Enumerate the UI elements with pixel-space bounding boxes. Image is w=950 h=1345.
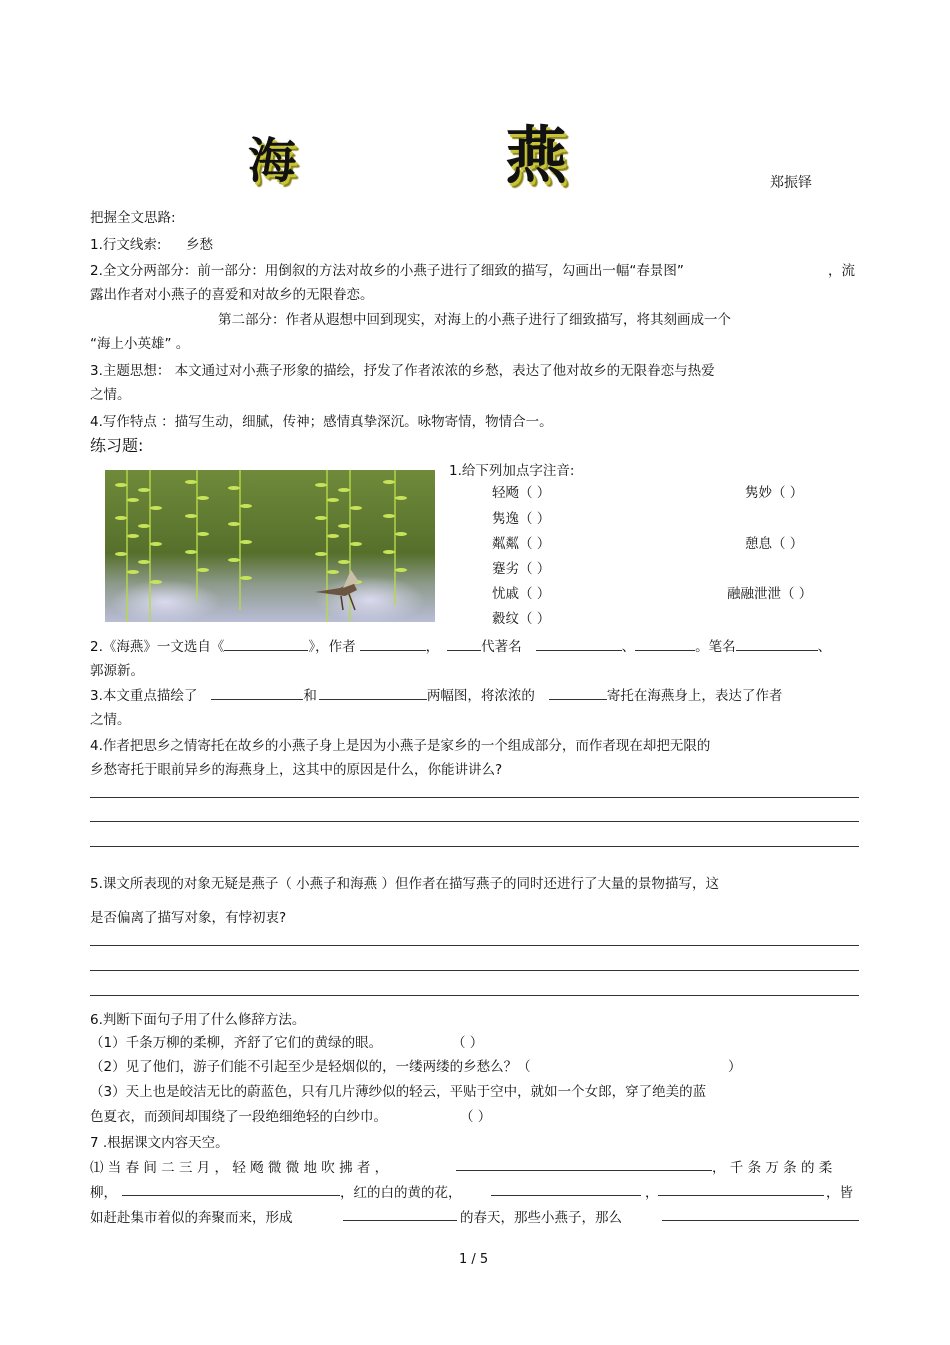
q5-answer-line-1[interactable] bbox=[90, 945, 859, 946]
q2-blank-author[interactable] bbox=[360, 636, 426, 651]
q6-sentence-1: （1）千条万柳的柔柳，齐舒了它们的黄绿的眼。 bbox=[90, 1035, 383, 1051]
willow-swallow-illustration bbox=[105, 470, 435, 622]
q2-text-b: 》，作者 bbox=[308, 639, 356, 655]
q1-item-linlin: 粼粼（ ） bbox=[492, 536, 551, 552]
q6-sentence-2: （2）见了他们，游子们能不引起至少是轻烟似的，一缕两缕的乡愁么？（ bbox=[90, 1059, 531, 1075]
page-number: 1 / 5 bbox=[459, 1252, 489, 1267]
q1-item-junmiao: 隽妙（ ） bbox=[745, 485, 804, 501]
q4-answer-line-1[interactable] bbox=[90, 797, 859, 798]
parts-line-1: 2.全文分两部分：前一部分：用倒叙的方法对故乡的小燕子进行了细致的描写，勾画出一幅“春景图” bbox=[90, 263, 684, 279]
q2-blank-penname[interactable] bbox=[736, 636, 818, 651]
q6-sentence-3-line-2: 色夏衣，而颈间却围绕了一段绝细绝轻的白纱巾。 bbox=[90, 1109, 387, 1125]
q1-item-huwen: 縠纹（ ） bbox=[492, 611, 551, 627]
q1-item-jianlie: 蹇劣（ ） bbox=[492, 561, 551, 577]
q1-item-rongrong: 融融泄泄（ ） bbox=[727, 586, 813, 602]
q7-line-2a: 柳， bbox=[90, 1185, 117, 1201]
intro-heading: 把握全文思路: bbox=[90, 210, 176, 226]
q1-item-qingyang: 轻飏（ ） bbox=[492, 485, 551, 501]
q7-line-2c: ， bbox=[645, 1185, 659, 1201]
q7-line-2b: ，红的白的黄的花， bbox=[340, 1185, 462, 1201]
q2-line bbox=[90, 635, 831, 655]
q3-blank-2[interactable] bbox=[319, 685, 427, 700]
q7-line-3b: 的春天，那些小燕子，那么 bbox=[460, 1210, 622, 1226]
parts-line-1-end: ，流 bbox=[828, 263, 855, 279]
parts-line-3: 第二部分：作者从遐想中回到现实，对海上的小燕子进行了细致描写，将其刻画成一个 bbox=[218, 312, 731, 328]
q2-text-c: ， bbox=[425, 639, 440, 655]
q7-blank-4[interactable] bbox=[658, 1195, 824, 1196]
q4-answer-line-2[interactable] bbox=[90, 821, 859, 822]
theme-line-1: 3.主题思想： 本文通过对小燕子形象的描绘，抒发了作者浓浓的乡愁，表达了他对故乡的无限眷恋与热爱 bbox=[90, 363, 715, 379]
parts-line-4: “海上小英雄” 。 bbox=[90, 336, 190, 352]
q3-text-a: 3.本文重点描绘了 bbox=[90, 688, 198, 704]
q3-line bbox=[90, 684, 782, 704]
q2-blank-title2[interactable] bbox=[635, 636, 695, 651]
q6-answer-1[interactable]: （ ） bbox=[452, 1035, 484, 1051]
writing-features: 4.写作特点 ：描写生动，细腻，传神；感情真挚深沉。咏物寄情，物情合一。 bbox=[90, 414, 553, 430]
q7-blank-6[interactable] bbox=[662, 1220, 859, 1221]
author-name: 郑振铎 bbox=[770, 175, 812, 191]
q2-text-f: 。笔名 bbox=[695, 639, 736, 655]
q2-line-2: 郭源新。 bbox=[90, 663, 144, 679]
title-char-yan: 燕 bbox=[505, 119, 568, 192]
q4-answer-line-3[interactable] bbox=[90, 846, 859, 847]
q6-title: 6.判断下面句子用了什么修辞方法。 bbox=[90, 1012, 306, 1028]
q7-line-1a: ⑴ 当 春 间 二 三 月 ， 轻 飏 微 微 地 吹 拂 者 ， bbox=[90, 1160, 389, 1176]
q5-line-2: 是否偏离了描写对象，有悖初衷? bbox=[90, 910, 287, 926]
q3-line-2: 之情。 bbox=[90, 712, 131, 728]
q7-title: 7 .根据课文内容天空。 bbox=[90, 1135, 229, 1151]
q4-line-2: 乡愁寄托于眼前异乡的海燕身上，这其中的原因是什么，你能讲讲么? bbox=[90, 762, 503, 778]
q2-text-g: 、 bbox=[817, 639, 832, 655]
q7-blank-5[interactable] bbox=[343, 1220, 457, 1221]
q7-line-2d: ，皆 bbox=[826, 1185, 853, 1201]
q2-blank-source[interactable] bbox=[224, 636, 308, 651]
q7-line-1b: ， 千 条 万 条 的 柔 bbox=[712, 1160, 833, 1176]
clue-label: 1.行文线索: bbox=[90, 237, 162, 253]
q1-item-junyi: 隽逸（ ） bbox=[492, 511, 551, 527]
title-char-hai: 海 bbox=[248, 133, 297, 189]
q3-blank-1[interactable] bbox=[211, 685, 303, 700]
q2-text-a: 2.《海燕》一文选自《 bbox=[90, 639, 225, 655]
q7-line-3a: 如赶赴集市着似的奔聚而来，形成 bbox=[90, 1210, 293, 1226]
q7-blank-1[interactable] bbox=[456, 1170, 712, 1171]
clue-value: 乡愁 bbox=[186, 237, 213, 253]
q3-text-b: 和 bbox=[303, 688, 317, 704]
q1-title: 1.给下列加点字注音: bbox=[449, 463, 575, 479]
q3-text-c: 两幅图，将浓浓的 bbox=[426, 688, 535, 704]
q5-line-1: 5.课文所表现的对象无疑是燕子（ 小燕子和海燕 ）但作者在描写燕子的同时还进行了大量的景物描写，这 bbox=[90, 876, 719, 892]
q2-blank-era[interactable] bbox=[447, 636, 481, 651]
q7-blank-3[interactable] bbox=[491, 1195, 641, 1196]
q2-text-d: 代著名 bbox=[481, 639, 522, 655]
q2-blank-title1[interactable] bbox=[536, 636, 622, 651]
q3-text-d: 寄托在海燕身上，表达了作者 bbox=[606, 688, 783, 704]
parts-line-2: 露出作者对小燕子的喜爱和对故乡的无限眷恋。 bbox=[90, 287, 374, 303]
q1-item-youqi: 忧戚（ ） bbox=[492, 586, 551, 602]
q6-answer-2[interactable]: ） bbox=[728, 1059, 742, 1075]
q5-answer-line-2[interactable] bbox=[90, 970, 859, 971]
q6-answer-3[interactable]: （ ） bbox=[460, 1109, 492, 1125]
q7-blank-2[interactable] bbox=[122, 1195, 340, 1196]
q1-item-qixi: 憩息（ ） bbox=[745, 536, 804, 552]
q4-line-1: 4.作者把思乡之情寄托在故乡的小燕子身上是因为小燕子是家乡的一个组成部分，而作者现在却把无限的 bbox=[90, 738, 711, 754]
q2-text-e: 、 bbox=[621, 639, 636, 655]
q6-sentence-3-line-1: （3）天上也是皎洁无比的蔚蓝色，只有几片薄纱似的轻云，平贴于空中，就如一个女郎，穿了绝美的蓝 bbox=[90, 1084, 707, 1100]
theme-line-2: 之情。 bbox=[90, 387, 131, 403]
exercises-heading: 练习题: bbox=[90, 436, 144, 455]
q5-answer-line-3[interactable] bbox=[90, 995, 859, 996]
q3-blank-3[interactable] bbox=[549, 685, 607, 700]
